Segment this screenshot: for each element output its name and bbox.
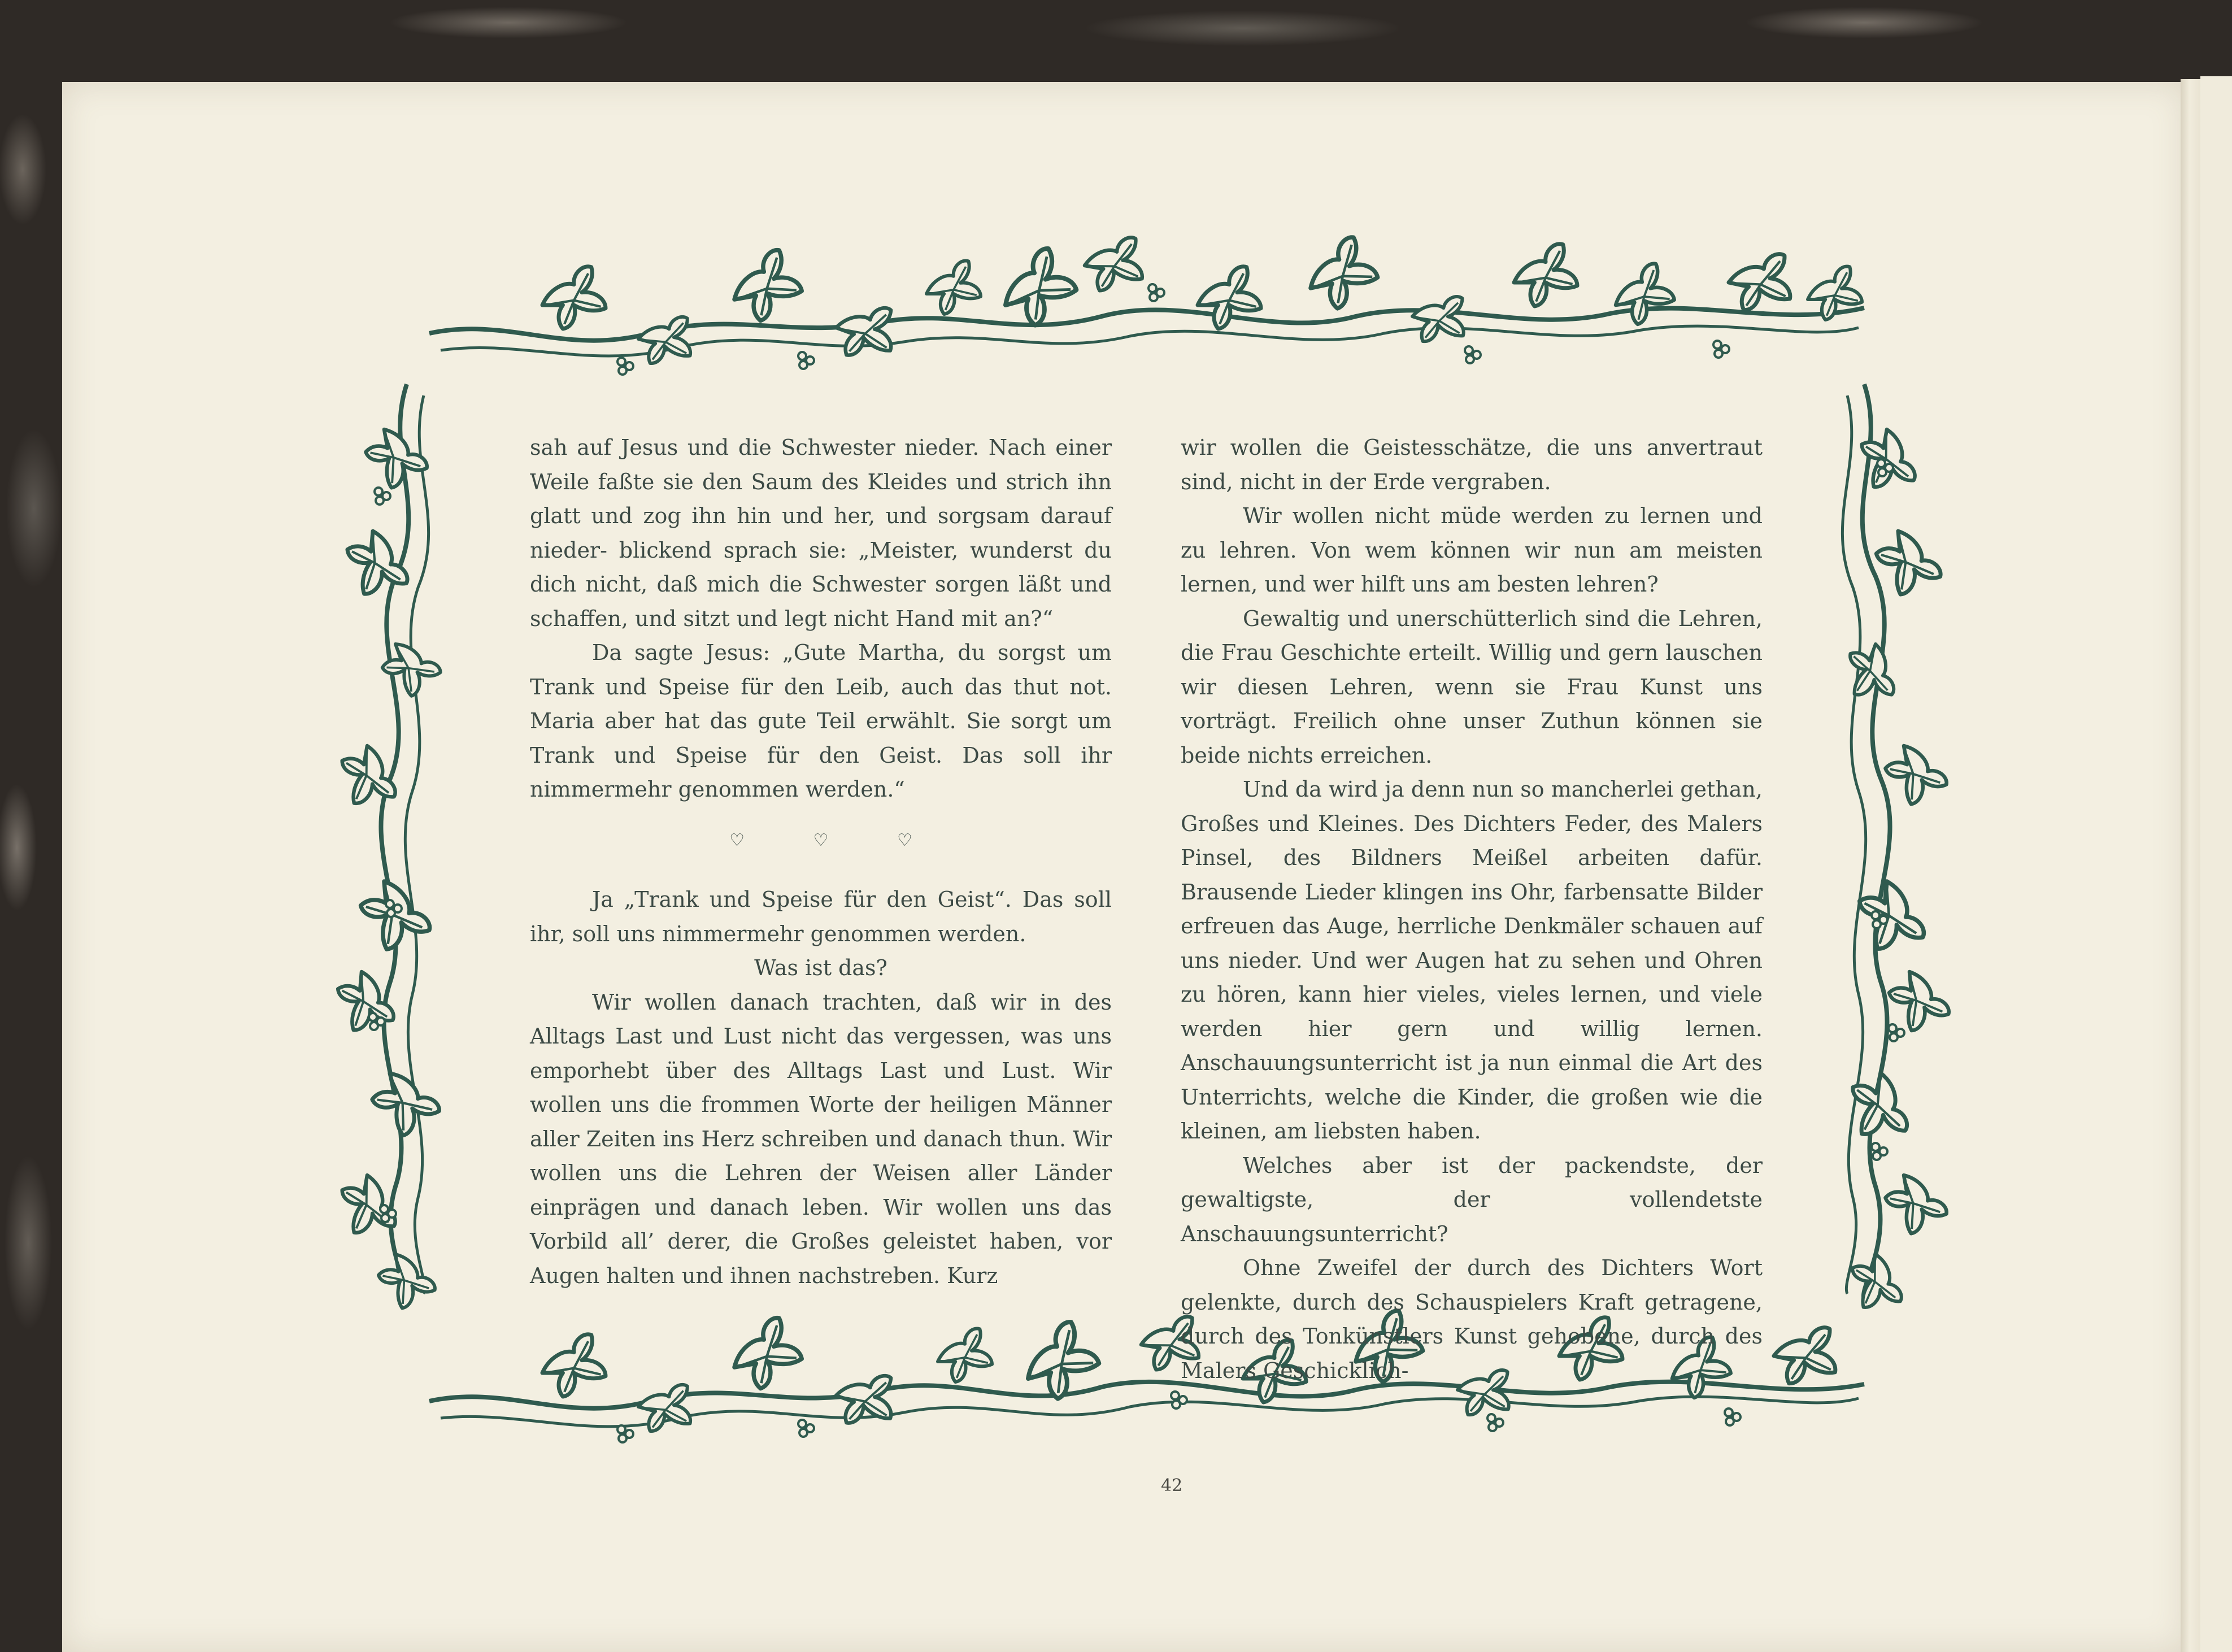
heart-icon: ♡ ♡ ♡: [729, 830, 944, 850]
paragraph: Wir wollen nicht müde werden zu lernen und zu lehren. Von wem können wir nun am meisten lernen, und wer hilft uns am besten lehren?: [1181, 503, 1763, 597]
right-text-column: [1181, 431, 1763, 1388]
paragraph: Wir wollen danach trachten, daß wir in des Alltags Last und Lust nicht das vergessen, was uns emporhebt über des Alltags Last und Lust. Wir wollen uns die frommen Worte der heiligen Männer aller Zeiten ins Herz schreiben und danach thun. Wir wollen uns die Lehren der Weisen aller Länder einprägen und danach leben. Wir wollen uns das Vorbild all’ derer, die Großes geleistet haben, vor Augen halten und ihnen nachstreben. Kurz: [530, 989, 1112, 1288]
paragraph: Und da wird ja denn nun so mancherlei gethan, Großes und Kleines. Des Dichters Feder, des Malers Pinsel, des Bildners Meißel arbeiten dafür. Brausende Lieder klingen ins Ohr, farbensatte Bilder erfreuen das Auge, herrliche Denkmäler schauen auf uns nieder. Und wer Augen hat zu sehen und Ohren zu hören, kann hier vieles, vieles lernen, und viele werden hier gern und willig lernen. Anschauungsunterricht ist ja nun einmal die Art des Unterrichts, welche die Kinder, die großen wie die kleinen, am liebsten haben.: [1181, 777, 1763, 1144]
paragraph: Gewaltig und unerschütterlich sind die Lehren, die Frau Geschichte erteilt. Willig und gern lauschen wir diesen Lehren, wenn sie Frau Kunst uns vorträgt. Freilich ohne unser Zuthun können sie beide nichts erreichen.: [1181, 606, 1763, 768]
paragraph: sah auf Jesus und die Schwester nieder. Nach einer Weile faßte sie den Saum des Kleides und strich ihn glatt und zog ihn hin und her, und sorgsam darauf nieder- blickend sprach sie: „Meister, wunderst du dich nicht, daß mich die Schwester sorgen läßt und schaffen, und sitzt und legt nicht Hand mit an?“: [530, 435, 1112, 631]
paragraph: Ja „Trank und Speise für den Geist“. Das soll ihr, soll uns nimmermehr genommen werden.: [530, 887, 1112, 946]
paragraph: Ohne Zweifel der durch des Dichters Wort gelenkte, durch des Schauspielers Kraft getragene, durch des Tonkünstlers Kunst gehobene, durch des Malers Geschicklich-: [1181, 1255, 1763, 1383]
paragraph: wir wollen die Geistesschätze, die uns anvertraut sind, nicht in der Erde vergraben.: [1181, 435, 1763, 494]
paragraph: Da sagte Jesus: „Gute Martha, du sorgst um Trank und Speise für den Leib, auch das thut not. Maria aber hat das gute Teil erwählt. Sie sorgt um Trank und Speise für den Geist. Das soll ihr nimmermehr genommen werden.“: [530, 640, 1112, 802]
section-question: Was ist das?: [754, 955, 887, 980]
page-number: 42: [1161, 1476, 1183, 1496]
paragraph: Welches aber ist der packendste, der gewaltigste, der vollendetste Anschauungsunterricht?: [1181, 1153, 1763, 1246]
left-text-column: [530, 431, 1112, 1293]
